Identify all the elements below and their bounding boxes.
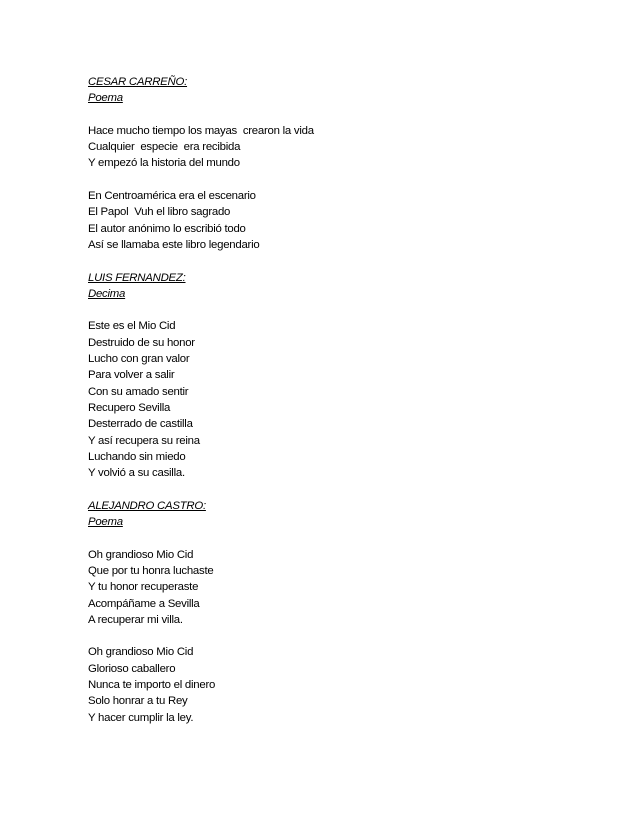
genre-heading: Poema — [88, 516, 123, 529]
verse-line: Hace mucho tiempo los mayas crearon la vida — [88, 124, 314, 137]
verse-line: Este es el Mio Cid — [88, 320, 176, 333]
verse-line: Así se llamaba este libro legendario — [88, 238, 260, 251]
verse-line: Oh grandioso Mio Cid — [88, 548, 194, 561]
blank-line — [88, 172, 568, 188]
verse-line: Oh grandioso Mio Cid — [88, 646, 194, 659]
author-heading: LUIS FERNANDEZ: — [88, 271, 186, 284]
blank-line — [88, 253, 568, 269]
verse-line: Recupero Sevilla — [88, 401, 171, 414]
verse-line: Nunca te importo el dinero — [88, 678, 216, 691]
verse-line: Con su amado sentir — [88, 385, 189, 398]
verse-line: Cualquier especie era recibida — [88, 141, 241, 154]
genre-heading: Poema — [88, 92, 123, 105]
stanza — [88, 644, 568, 725]
stanza — [88, 188, 568, 253]
verse-line: Y así recupera su reina — [88, 434, 200, 447]
verse-line: El autor anónimo lo escribió todo — [88, 222, 246, 235]
poem-section-luis-fernandez — [88, 270, 568, 498]
verse-line: Y empezó la historia del mundo — [88, 157, 240, 170]
blank-line — [88, 628, 568, 644]
verse-line: Luchando sin miedo — [88, 450, 186, 463]
verse-line: Y hacer cumplir la ley. — [88, 711, 194, 724]
verse-line: A recuperar mi villa. — [88, 613, 183, 626]
verse-line: Para volver a salir — [88, 369, 175, 382]
stanza — [88, 123, 568, 172]
verse-line: Lucho con gran valor — [88, 353, 190, 366]
blank-line — [88, 107, 568, 123]
blank-line — [88, 481, 568, 497]
genre-heading: Decima — [88, 287, 126, 300]
verse-line: Solo honrar a tu Rey — [88, 695, 188, 708]
author-heading: ALEJANDRO CASTRO: — [88, 499, 206, 512]
verse-line: Glorioso caballero — [88, 662, 176, 675]
author-heading: CESAR CARREÑO: — [88, 76, 188, 88]
verse-line: Acompáñame a Sevilla — [88, 597, 200, 610]
verse-line: Y volvió a su casilla. — [88, 467, 185, 480]
verse-line: El Papol Vuh el libro sagrado — [88, 206, 231, 219]
poem-section-alejandro-castro — [88, 498, 568, 726]
verse-line: En Centroamérica era el escenario — [88, 190, 256, 203]
verse-line: Destruido de su honor — [88, 336, 195, 349]
document-body — [88, 74, 568, 726]
stanza — [88, 318, 568, 481]
verse-line: Y tu honor recuperaste — [88, 581, 199, 594]
stanza — [88, 547, 568, 628]
poem-section-cesar-carreno — [88, 74, 568, 270]
blank-line — [88, 530, 568, 546]
verse-line: Desterrado de castilla — [88, 418, 193, 431]
blank-line — [88, 302, 568, 318]
verse-line: Que por tu honra luchaste — [88, 564, 214, 577]
